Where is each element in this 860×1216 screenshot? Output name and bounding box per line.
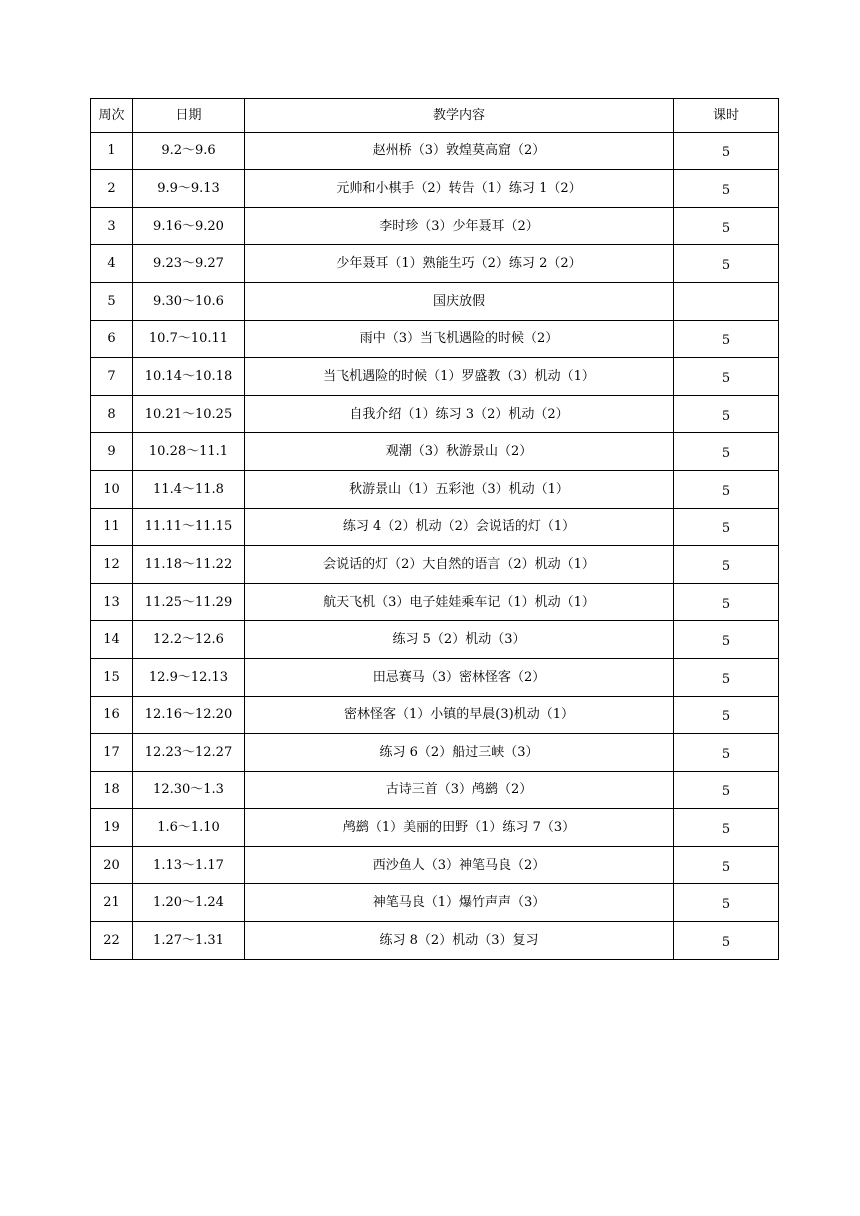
table-row	[91, 395, 779, 433]
cell-date: 10.21～10.25	[133, 395, 245, 433]
header-date: 日期	[133, 99, 245, 133]
cell-date: 9.30～10.6	[133, 282, 245, 320]
cell-content: 西沙鱼人（3）神笔马良（2）	[245, 846, 674, 884]
cell-date: 9.23～9.27	[133, 245, 245, 283]
cell-week: 1	[91, 132, 133, 170]
table-row	[91, 245, 779, 283]
cell-week: 18	[91, 771, 133, 809]
cell-hours: 5	[674, 132, 779, 170]
header-week: 周次	[91, 99, 133, 133]
cell-hours: 5	[674, 734, 779, 772]
cell-content: 练习 5（2）机动（3）	[245, 621, 674, 659]
cell-date: 1.13～1.17	[133, 846, 245, 884]
table-row	[91, 771, 779, 809]
cell-content: 观潮（3）秋游景山（2）	[245, 433, 674, 471]
cell-hours: 5	[674, 207, 779, 245]
header-content: 教学内容	[245, 99, 674, 133]
cell-content: 练习 8（2）机动（3）复习	[245, 922, 674, 960]
cell-date: 9.2～9.6	[133, 132, 245, 170]
cell-date: 1.20～1.24	[133, 884, 245, 922]
table-row	[91, 922, 779, 960]
cell-hours: 5	[674, 884, 779, 922]
table-row	[91, 282, 779, 320]
cell-content: 自我介绍（1）练习 3（2）机动（2）	[245, 395, 674, 433]
cell-hours: 5	[674, 433, 779, 471]
cell-content: 秋游景山（1）五彩池（3）机动（1）	[245, 470, 674, 508]
cell-week: 9	[91, 433, 133, 471]
cell-hours: 5	[674, 696, 779, 734]
cell-week: 2	[91, 170, 133, 208]
cell-week: 5	[91, 282, 133, 320]
cell-date: 12.23～12.27	[133, 734, 245, 772]
cell-content: 李时珍（3）少年聂耳（2）	[245, 207, 674, 245]
cell-week: 16	[91, 696, 133, 734]
cell-content: 神笔马良（1）爆竹声声（3）	[245, 884, 674, 922]
cell-hours	[674, 282, 779, 320]
table-header-row	[91, 99, 779, 133]
table-row	[91, 508, 779, 546]
cell-week: 3	[91, 207, 133, 245]
cell-week: 11	[91, 508, 133, 546]
cell-date: 9.9～9.13	[133, 170, 245, 208]
cell-content: 练习 4（2）机动（2）会说话的灯（1）	[245, 508, 674, 546]
cell-week: 19	[91, 809, 133, 847]
table-row	[91, 170, 779, 208]
cell-content: 少年聂耳（1）熟能生巧（2）练习 2（2）	[245, 245, 674, 283]
table-row	[91, 734, 779, 772]
table-row	[91, 658, 779, 696]
cell-week: 8	[91, 395, 133, 433]
cell-date: 10.28～11.1	[133, 433, 245, 471]
cell-hours: 5	[674, 658, 779, 696]
cell-hours: 5	[674, 358, 779, 396]
cell-date: 10.14～10.18	[133, 358, 245, 396]
cell-week: 4	[91, 245, 133, 283]
cell-content: 鸬鹚（1）美丽的田野（1）练习 7（3）	[245, 809, 674, 847]
cell-content: 会说话的灯（2）大自然的语言（2）机动（1）	[245, 546, 674, 584]
cell-content: 国庆放假	[245, 282, 674, 320]
cell-week: 12	[91, 546, 133, 584]
cell-date: 1.6～1.10	[133, 809, 245, 847]
cell-hours: 5	[674, 809, 779, 847]
table-row	[91, 433, 779, 471]
cell-week: 14	[91, 621, 133, 659]
cell-hours: 5	[674, 846, 779, 884]
table-row	[91, 207, 779, 245]
cell-hours: 5	[674, 771, 779, 809]
cell-content: 练习 6（2）船过三峡（3）	[245, 734, 674, 772]
cell-date: 11.18～11.22	[133, 546, 245, 584]
cell-content: 元帅和小棋手（2）转告（1）练习 1（2）	[245, 170, 674, 208]
cell-content: 田忌赛马（3）密林怪客（2）	[245, 658, 674, 696]
cell-hours: 5	[674, 621, 779, 659]
cell-content: 密林怪客（1）小镇的早晨(3)机动（1）	[245, 696, 674, 734]
cell-hours: 5	[674, 922, 779, 960]
cell-date: 1.27～1.31	[133, 922, 245, 960]
table-body	[91, 132, 779, 959]
teaching-schedule-table	[90, 98, 779, 960]
cell-week: 22	[91, 922, 133, 960]
table-row	[91, 470, 779, 508]
cell-hours: 5	[674, 320, 779, 358]
table-row	[91, 884, 779, 922]
cell-date: 12.30～1.3	[133, 771, 245, 809]
cell-date: 12.16～12.20	[133, 696, 245, 734]
cell-week: 13	[91, 583, 133, 621]
cell-date: 12.9～12.13	[133, 658, 245, 696]
table-row	[91, 358, 779, 396]
cell-hours: 5	[674, 395, 779, 433]
header-hours: 课时	[674, 99, 779, 133]
cell-content: 古诗三首（3）鸬鹚（2）	[245, 771, 674, 809]
cell-week: 7	[91, 358, 133, 396]
cell-week: 17	[91, 734, 133, 772]
cell-hours: 5	[674, 170, 779, 208]
cell-week: 20	[91, 846, 133, 884]
table-row	[91, 696, 779, 734]
cell-week: 6	[91, 320, 133, 358]
table-row	[91, 320, 779, 358]
cell-date: 10.7～10.11	[133, 320, 245, 358]
table-row	[91, 809, 779, 847]
cell-week: 21	[91, 884, 133, 922]
cell-content: 雨中（3）当飞机遇险的时候（2）	[245, 320, 674, 358]
table-row	[91, 583, 779, 621]
cell-date: 11.4～11.8	[133, 470, 245, 508]
cell-hours: 5	[674, 546, 779, 584]
cell-hours: 5	[674, 245, 779, 283]
table-row	[91, 846, 779, 884]
cell-content: 当飞机遇险的时候（1）罗盛教（3）机动（1）	[245, 358, 674, 396]
cell-week: 10	[91, 470, 133, 508]
cell-date: 9.16～9.20	[133, 207, 245, 245]
cell-date: 11.11～11.15	[133, 508, 245, 546]
table-row	[91, 546, 779, 584]
cell-week: 15	[91, 658, 133, 696]
table-row	[91, 621, 779, 659]
cell-content: 航天飞机（3）电子娃娃乘车记（1）机动（1）	[245, 583, 674, 621]
cell-date: 11.25～11.29	[133, 583, 245, 621]
cell-content: 赵州桥（3）敦煌莫高窟（2）	[245, 132, 674, 170]
cell-hours: 5	[674, 508, 779, 546]
table-row	[91, 132, 779, 170]
cell-hours: 5	[674, 470, 779, 508]
cell-date: 12.2～12.6	[133, 621, 245, 659]
cell-hours: 5	[674, 583, 779, 621]
